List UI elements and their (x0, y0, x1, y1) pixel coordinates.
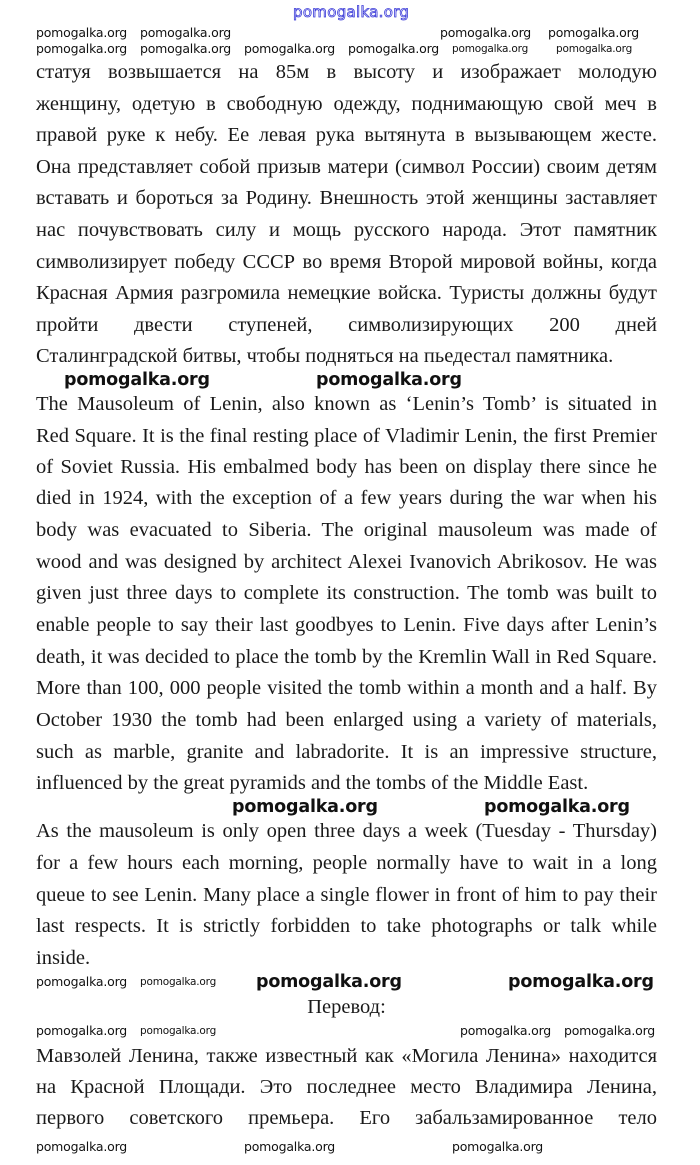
text-line: статуя возвышается на 85м в высоту и изображает молодую (36, 61, 657, 83)
watermark: pomogalka.org (460, 1023, 552, 1038)
text-line: body was evacuated to Siberia. The original mausoleum was made of (36, 519, 657, 541)
watermark: pomogalka.org (36, 1023, 128, 1038)
text-line: given just three days to complete its construction. The tomb was built to (36, 582, 657, 604)
text-line: wood and was designed by architect Alexei Ivanovich Abrikosov. He was (36, 551, 657, 573)
watermark: pomogalka.org (244, 41, 336, 56)
text-line: женщину, одетую в свободную одежду, поднимающую свой меч в (36, 93, 657, 115)
watermark: pomogalka.org (244, 1139, 336, 1154)
watermark: pomogalka.org (452, 43, 529, 55)
watermark: pomogalka.org (36, 1139, 128, 1154)
translation-heading: Перевод: (307, 996, 386, 1018)
text-line: for a few hours each morning, people normally have to wait in a long (36, 852, 657, 874)
text-line: last respects. It is strictly forbidden to take photographs or talk while (36, 915, 657, 937)
watermark: pomogalka.org (452, 1139, 544, 1154)
watermark: pomogalka.org (484, 797, 630, 817)
watermark: pomogalka.org (548, 25, 640, 40)
text-line: influenced by the great pyramids and the tombs of the Middle East. (36, 772, 589, 794)
text-line: правой руке к небу. Ее левая рука вытянута в вызывающем жесте. (36, 124, 657, 146)
text-line: inside. (36, 947, 91, 969)
watermark: pomogalka.org (140, 25, 232, 40)
text-line: нас почувствовать силу и мощь русского народа. Этот памятник (36, 219, 657, 241)
text-line: enable people to say their last goodbyes to Lenin. Five days after Lenin’s (36, 614, 657, 636)
text-line: на Красной Площади. Это последнее место Владимира Ленина, (36, 1076, 657, 1098)
text-line: death, it was decided to place the tomb by the Kremlin Wall in Red Square. (36, 646, 657, 668)
watermark: pomogalka.org (64, 370, 210, 390)
text-line: As the mausoleum is only open three days a week (Tuesday - Thursday) (36, 820, 657, 842)
text-line: Она представляет собой призыв матери (символ России) своим детям (36, 156, 657, 178)
text-line: October 1930 the tomb had been enlarged using a variety of materials, (36, 709, 657, 731)
text-line: such as marble, granite and labradorite. It is an impressive structure, (36, 741, 657, 763)
watermark: pomogalka.org (348, 41, 440, 56)
watermark: pomogalka.org (140, 976, 217, 988)
watermark: pomogalka.org (36, 25, 128, 40)
text-line: Red Square. It is the final resting place of Vladimir Lenin, the first Premier (36, 425, 657, 447)
text-line: пройти двести ступеней, символизирующих 200 дней (36, 314, 657, 336)
watermark: pomogalka.org (232, 797, 378, 817)
header-watermark: pomogalka.org (293, 3, 410, 21)
watermark: pomogalka.org (256, 972, 402, 992)
text-line: queue to see Lenin. Many place a single flower in front of him to pay their (36, 884, 657, 906)
watermark: pomogalka.org (440, 25, 532, 40)
text-line: Сталинградской битвы, чтобы подняться на пьедестал памятника. (36, 345, 614, 367)
text-line: вставать и бороться за Родину. Внешность этой женщины заставляет (36, 187, 657, 209)
watermark: pomogalka.org (140, 1025, 217, 1037)
watermark: pomogalka.org (564, 1023, 656, 1038)
text-line: Красная Армия разгромила немецкие войска. Туристы должны будут (36, 282, 657, 304)
watermark: pomogalka.org (316, 370, 462, 390)
text-line: More than 100, 000 people visited the tomb within a month and a half. By (36, 677, 657, 699)
text-line: символизирует победу СССР во время Второй мировой войны, когда (36, 251, 657, 273)
watermark: pomogalka.org (556, 43, 633, 55)
watermark: pomogalka.org (140, 41, 232, 56)
text-line: первого советского премьера. Его забальзамированное тело (36, 1107, 657, 1129)
watermark: pomogalka.org (508, 972, 654, 992)
watermark: pomogalka.org (36, 974, 128, 989)
text-line: died in 1924, with the exception of a few years during the war when his (36, 487, 657, 509)
text-line: Мавзолей Ленина, также известный как «Могила Ленина» находится (36, 1045, 657, 1067)
text-line: of Soviet Russia. His embalmed body has been on display there since he (36, 456, 657, 478)
text-line: The Mausoleum of Lenin, also known as ‘Lenin’s Tomb’ is situated in (36, 393, 657, 415)
watermark: pomogalka.org (36, 41, 128, 56)
